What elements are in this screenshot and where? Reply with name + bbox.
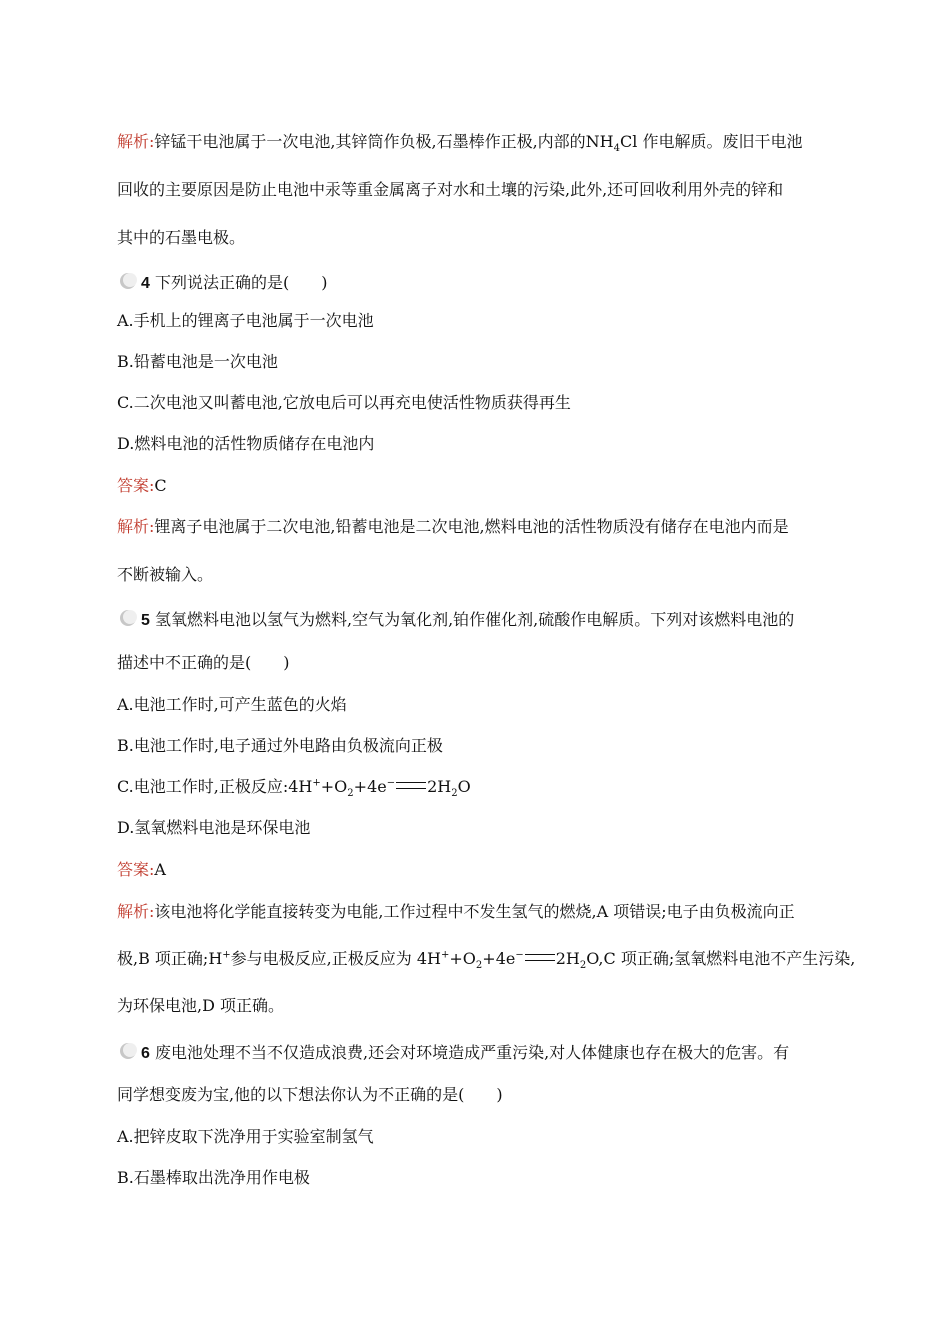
analysis-label: 解析: (117, 132, 155, 151)
q4-answer (117, 476, 167, 496)
q5-option-a: A.电池工作时,可产生蓝色的火焰 (117, 695, 347, 714)
q5-stem-line1 (117, 609, 794, 631)
superscript: + (222, 949, 231, 961)
analysis-text: 该电池将化学能直接转变为电能,工作过程中不发生氢气的燃烧,A 项错误;电子由负极流向正 (154, 902, 795, 921)
q4-analysis-line2: 不断被输入。 (117, 565, 214, 584)
subscript: 4 (613, 143, 620, 155)
q4-analysis-line1 (117, 517, 789, 537)
analysis-text: 2H (555, 949, 580, 968)
equation-text: 2H (427, 777, 452, 796)
q5-analysis-line3: 为环保电池,D 项正确。 (117, 996, 285, 1015)
analysis-text: Cl 作电解质。废旧干电池 (620, 132, 803, 151)
analysis-text: O,C 项正确;氢氧燃料电池不产生污染, (586, 949, 856, 968)
q6-option-b: B.石墨棒取出洗净用作电极 (117, 1168, 310, 1187)
q5-answer (117, 860, 166, 880)
answer-value: C (154, 476, 167, 495)
q6-option-a: A.把锌皮取下洗净用于实验室制氢气 (117, 1127, 374, 1146)
analysis-text: 参与电极反应,正极反应为 4H (230, 949, 441, 968)
q4-option-b: B.铅蓄电池是一次电池 (117, 352, 278, 371)
analysis-text: 锌锰干电池属于一次电池,其锌筒作负极,石墨棒作正极,内部的NH (154, 132, 614, 151)
analysis-label: 解析: (117, 902, 155, 921)
equation-text: +O (320, 777, 348, 796)
question-text: 氢氧燃料电池以氢气为燃料,空气为氧化剂,铂作催化剂,硫酸作电解质。下列对该燃料电池的 (155, 610, 795, 629)
q5-option-d: D.氢氧燃料电池是环保电池 (117, 818, 311, 837)
q6-stem-line1 (117, 1042, 789, 1064)
q4-option-d: D.燃料电池的活性物质储存在电池内 (117, 434, 375, 453)
subscript: 2 (451, 788, 458, 800)
equals-sign-icon (525, 954, 555, 961)
equation-text: +4e (353, 777, 387, 796)
q3-analysis-line1 (117, 132, 803, 155)
question-number: 4 (141, 275, 150, 292)
subscript: 2 (579, 960, 587, 972)
answer-label: 答案: (117, 860, 155, 879)
analysis-text: 极,B 项正确;H (117, 949, 223, 968)
q5-option-b: B.电池工作时,电子通过外电路由负极流向正极 (117, 736, 443, 755)
q5-stem-line2: 描述中不正确的是( ) (117, 653, 290, 672)
question-text: 废电池处理不当不仅造成浪费,还会对环境造成严重污染,对人体健康也存在极大的危害。有 (155, 1043, 790, 1062)
answer-value: A (154, 860, 166, 879)
q3-analysis-line3: 其中的石墨电极。 (117, 228, 246, 247)
question-text: 下列说法正确的是( ) (155, 273, 328, 292)
superscript: − (515, 949, 524, 961)
q6-stem-line2: 同学想变废为宝,他的以下想法你认为不正确的是( ) (117, 1085, 503, 1104)
subscript: 2 (347, 788, 354, 800)
q4-option-a: A.手机上的锂离子电池属于一次电池 (117, 311, 374, 330)
question-circle-icon (117, 1042, 141, 1062)
answer-label: 答案: (117, 476, 155, 495)
equation-text: O (457, 777, 471, 796)
superscript: + (312, 777, 321, 789)
subscript: 2 (475, 960, 483, 972)
equals-sign-icon (396, 782, 426, 789)
superscript: − (386, 777, 396, 789)
q5-analysis-line1 (117, 902, 795, 922)
q5-option-c (117, 777, 471, 800)
q3-analysis-line2: 回收的主要原因是防止电池中汞等重金属离子对水和土壤的污染,此外,还可回收利用外壳的锌和 (117, 180, 784, 199)
question-circle-icon (117, 272, 141, 292)
question-number: 5 (141, 612, 150, 629)
question-number: 6 (141, 1045, 150, 1062)
question-circle-icon (117, 609, 141, 629)
equation-text: C.电池工作时,正极反应:4H (117, 777, 313, 796)
q4-stem (117, 272, 328, 294)
analysis-text: +O (449, 949, 476, 968)
analysis-label: 解析: (117, 517, 155, 536)
q4-option-c: C.二次电池又叫蓄电池,它放电后可以再充电使活性物质获得再生 (117, 393, 571, 412)
q5-analysis-line2 (117, 949, 856, 972)
analysis-text: +4e (482, 949, 516, 968)
analysis-text: 锂离子电池属于二次电池,铅蓄电池是二次电池,燃料电池的活性物质没有储存在电池内而是 (154, 517, 789, 536)
superscript: + (440, 949, 450, 961)
